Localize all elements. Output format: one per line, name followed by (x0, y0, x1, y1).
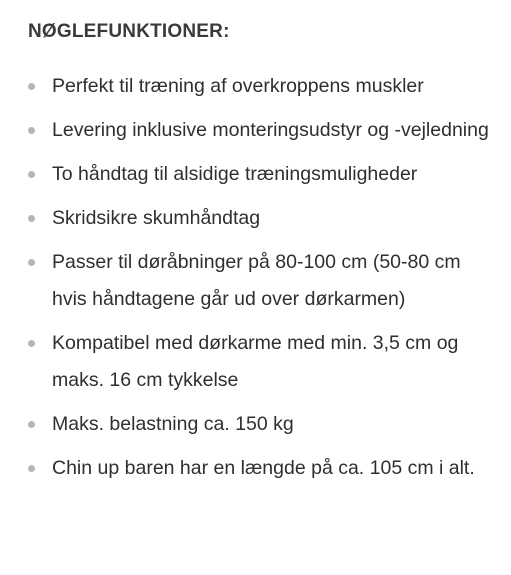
feature-item (28, 200, 491, 237)
bullet-icon (28, 171, 35, 178)
bullet-icon (28, 421, 35, 428)
feature-list (28, 68, 491, 487)
section-heading: NØGLEFUNKTIONER: (28, 21, 230, 42)
feature-item (28, 406, 491, 443)
feature-text: Kompatibel med dørkarme med min. 3,5 cm og maks. 16 cm tykkelse (52, 332, 459, 391)
feature-item (28, 325, 491, 399)
feature-item (28, 68, 491, 105)
bullet-icon (28, 259, 35, 266)
feature-item (28, 112, 491, 149)
bullet-icon (28, 83, 35, 90)
feature-text: Skridsikre skumhåndtag (52, 207, 261, 229)
feature-text: Passer til døråbninger på 80-100 cm (50-80 cm hvis håndtagene går ud over dørkarmen) (52, 251, 461, 310)
feature-text: Levering inklusive monteringsudstyr og -vejledning (52, 119, 489, 141)
feature-item (28, 156, 491, 193)
feature-text: Chin up baren har en længde på ca. 105 cm i alt. (52, 457, 475, 479)
bullet-icon (28, 465, 35, 472)
bullet-icon (28, 127, 35, 134)
feature-item (28, 450, 491, 487)
feature-text: Perfekt til træning af overkroppens muskler (52, 75, 424, 97)
feature-text: To håndtag til alsidige træningsmuligheder (52, 163, 418, 185)
feature-text: Maks. belastning ca. 150 kg (52, 413, 294, 435)
bullet-icon (28, 340, 35, 347)
bullet-icon (28, 215, 35, 222)
feature-item (28, 244, 491, 318)
